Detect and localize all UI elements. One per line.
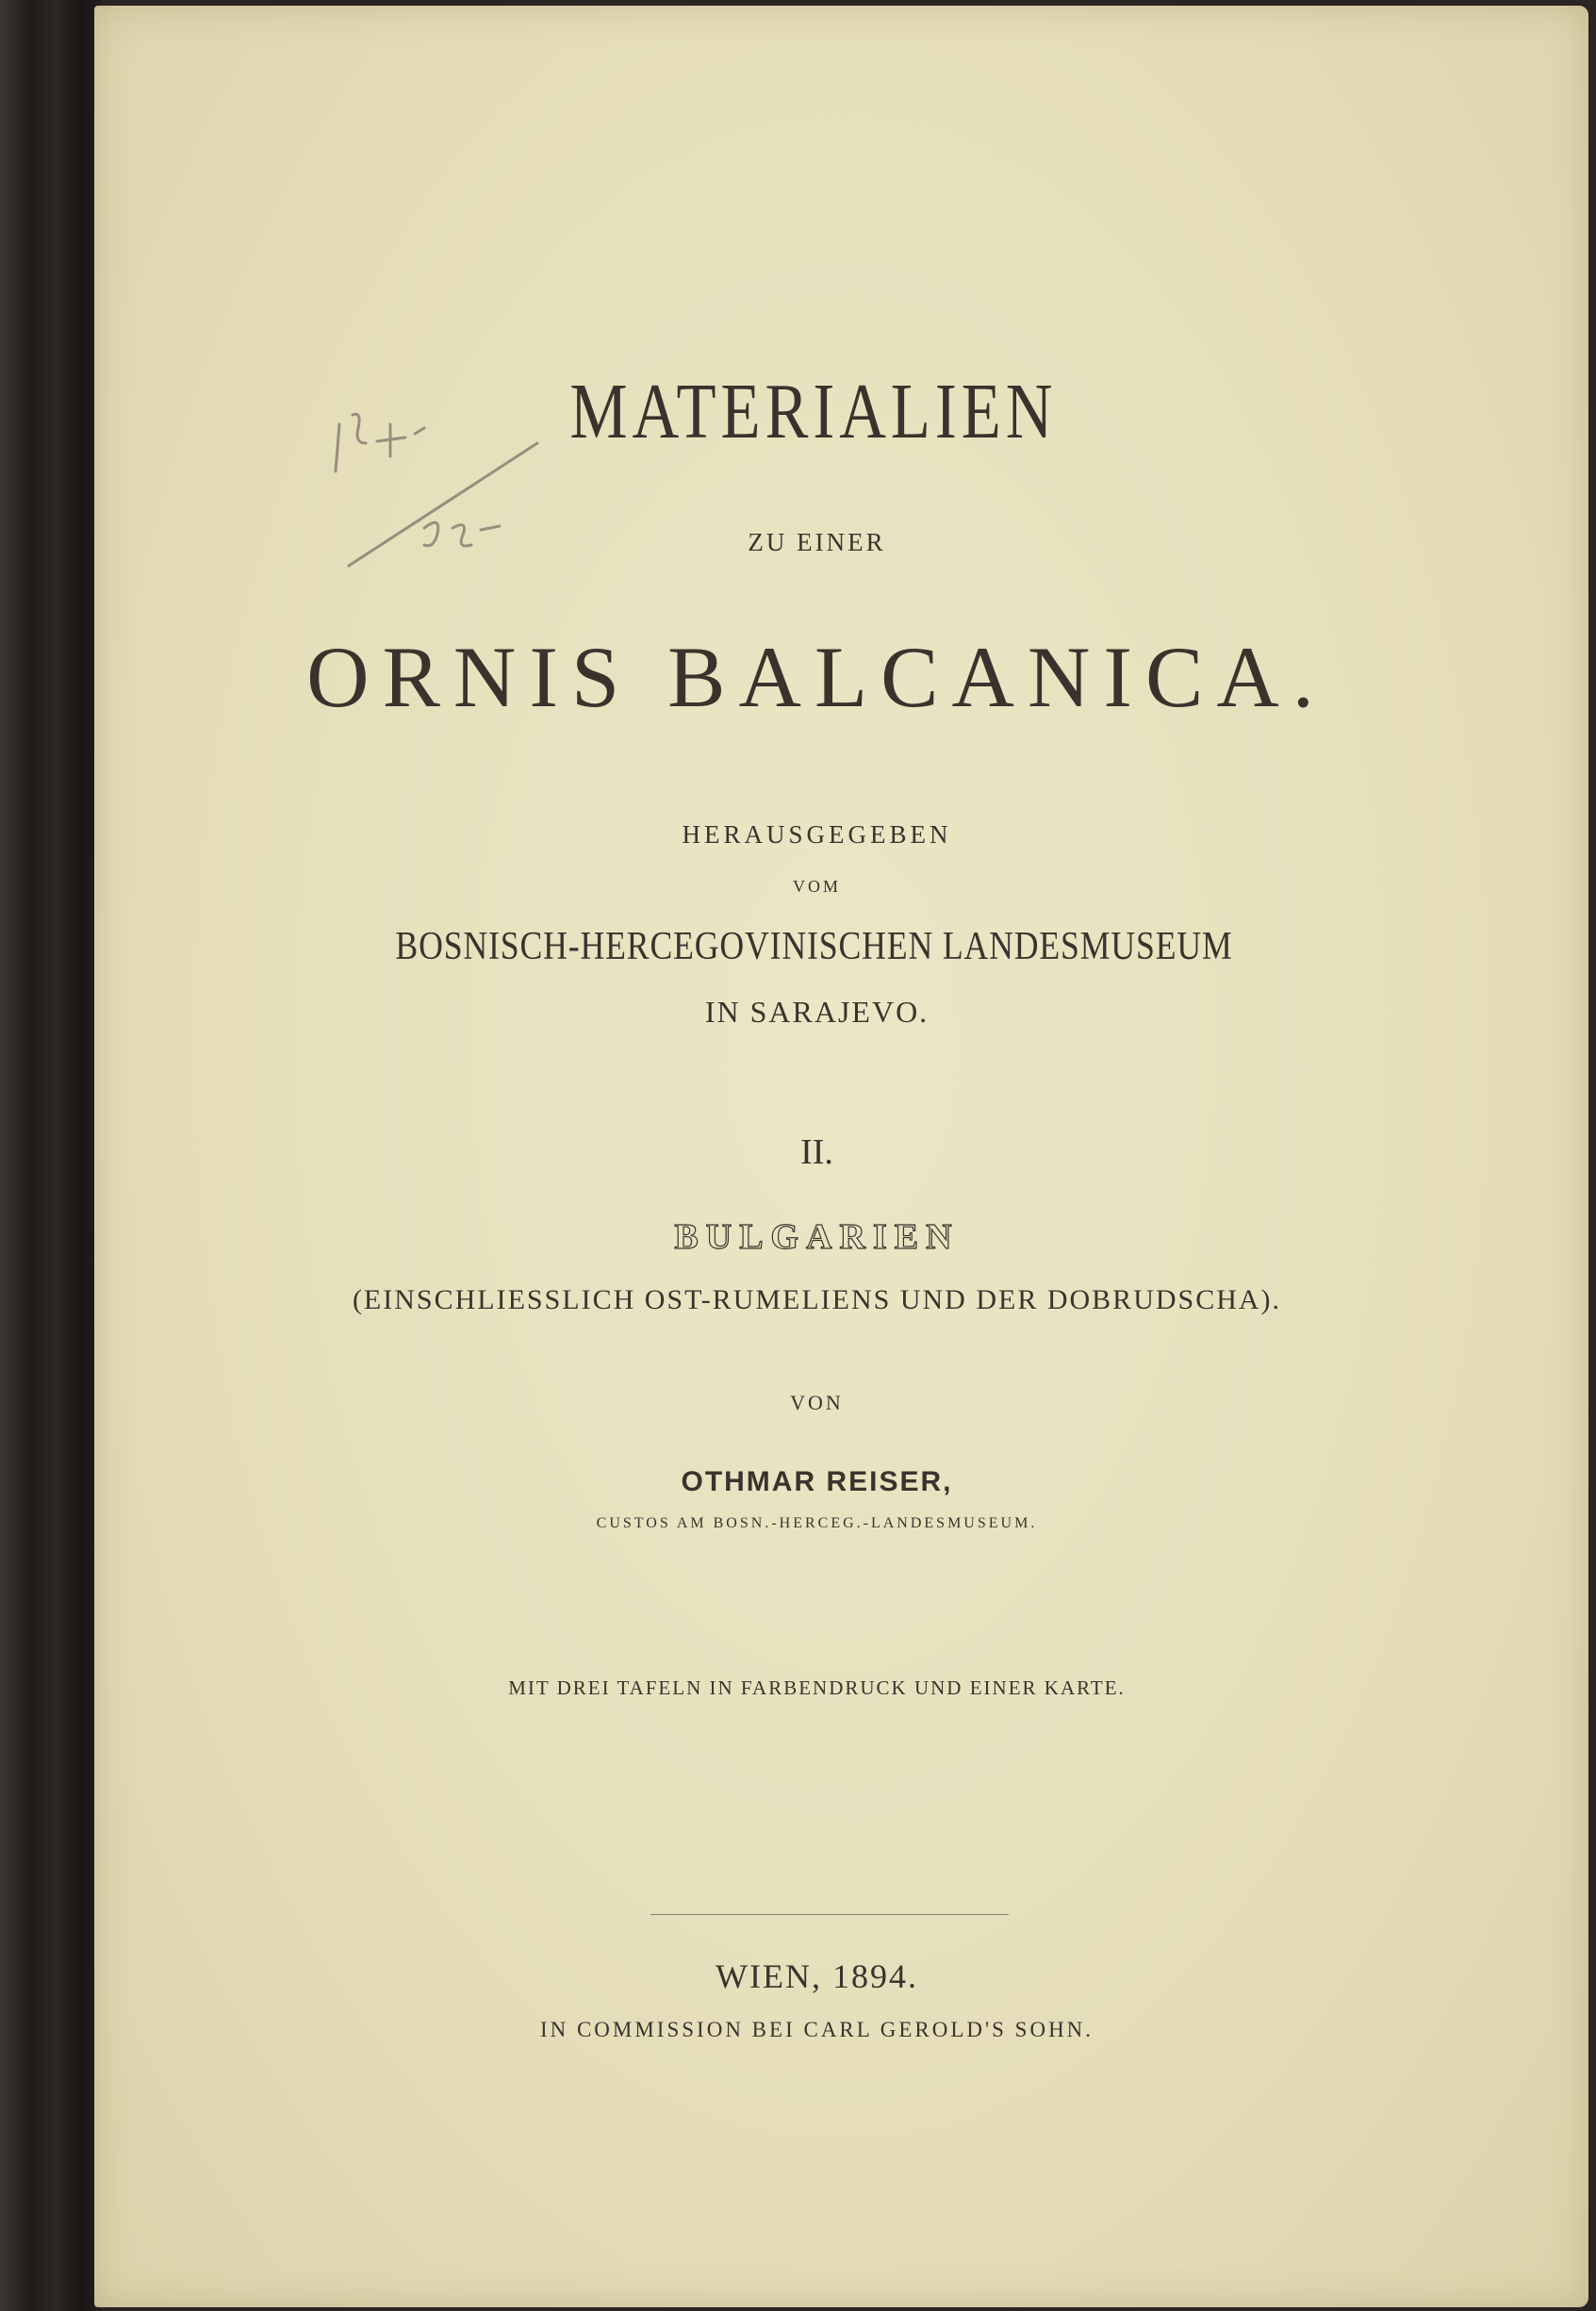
volume-title: BULGARIEN [674, 1217, 960, 1257]
issuer-line-4: IN SARAJEVO. [704, 995, 930, 1029]
divider-rule [650, 1914, 1009, 1915]
volume-subtitle: (EINSCHLIESSLICH OST-RUMELIENS UND DER DOBRUDSCHA). [352, 1284, 1282, 1315]
author-role: CUSTOS AM BOSN.-HERCEG.-LANDESMUSEUM. [596, 1515, 1038, 1531]
author-name: OTHMAR REISER, [681, 1466, 953, 1497]
place-year: WIEN, 1894. [716, 1957, 918, 1995]
main-title: ORNIS BALCANICA. [306, 629, 1327, 725]
issuer-line-2: VOM [792, 877, 841, 896]
issuer-line-3: BOSNISCH-HERCEGOVINISCHEN LANDESMUSEUM [395, 925, 1233, 968]
publisher-line: IN COMMISSION BEI CARL GEROLD'S SOHN. [539, 2018, 1094, 2041]
by-label: VON [790, 1391, 844, 1414]
issuer-line-1: HERAUSGEGEBEN [682, 820, 952, 849]
plates-note: MIT DREI TAFELN IN FARBENDRUCK UND EINER KARTE. [508, 1676, 1126, 1699]
title-connector: ZU EINER [748, 528, 886, 556]
volume-number: II. [800, 1132, 833, 1172]
book-title: MATERIALIEN [569, 368, 1058, 455]
